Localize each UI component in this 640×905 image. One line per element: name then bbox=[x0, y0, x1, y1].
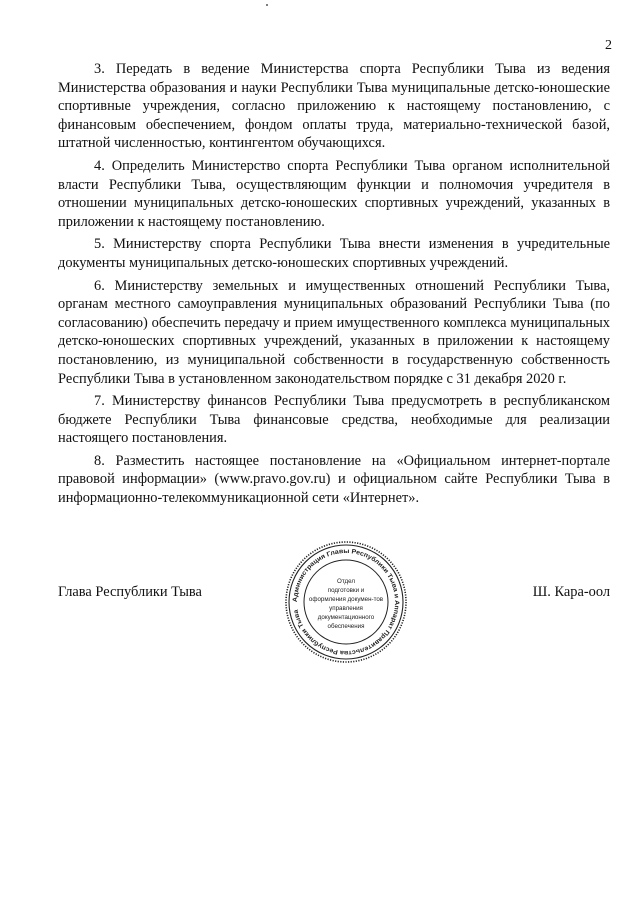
document-body bbox=[58, 60, 610, 508]
seal-line-5: документационного bbox=[317, 614, 375, 621]
paragraph-7: 7. Министерству финансов Республики Тыва предусмотреть в республиканском бюджете Республики Тыва финансовые средства, необходимые для реализации настоящего постановления. bbox=[58, 393, 610, 447]
paragraph-3: 3. Передать в ведение Министерства спорта Республики Тыва из ведения Министерства образования и науки Республики Тыва муниципальные детско-юношеские спортивные учреждения, согласно приложению к настоящему постановлению, с финансовым обеспечением, фондом оплаты труда, материально-технической базой, штатной численностью, контингентом обучающихся. bbox=[58, 61, 610, 152]
official-seal-stamp bbox=[284, 540, 408, 664]
signatory-position: Глава Республики Тыва bbox=[58, 584, 202, 600]
seal-line-6: обеспечения bbox=[327, 623, 365, 630]
seal-line-3: оформления докумен-тов bbox=[308, 596, 384, 603]
page-number: 2 bbox=[605, 38, 612, 53]
seal-line-4: управления bbox=[329, 605, 363, 612]
scan-speck bbox=[266, 4, 268, 6]
paragraph-4: 4. Определить Министерство спорта Республики Тыва органом исполнительной власти Республики Тыва, осуществляющим функции и полномочия учредителя в отношении муниципальных детско-юношеских спортивных учреждений, указанных в приложении к настоящему постановлению. bbox=[58, 157, 610, 230]
seal-ring-text: Администрация Главы Республики Тыва и Аппарат Правительства Республики Тыва bbox=[291, 547, 401, 657]
seal-line-1: Отдел bbox=[337, 578, 355, 585]
paragraph-5: 5. Министерству спорта Республики Тыва внести изменения в учредительные документы муниципальных детско-юношеских спортивных учреждений. bbox=[58, 236, 610, 271]
signatory-name: Ш. Кара-оол bbox=[532, 584, 610, 600]
paragraph-8: 8. Разместить настоящее постановление на «Официальном интернет-портале правовой информации» (www.pravo.gov.ru) и официальном сайте Республики Тыва в информационно-телекоммуникационной сети «Интернет». bbox=[58, 452, 610, 507]
seal-center-text bbox=[309, 578, 384, 630]
seal-line-2: подготовки и bbox=[327, 587, 365, 594]
paragraph-6: 6. Министерству земельных и имущественных отношений Республики Тыва, органам местного самоуправления муниципальных образований Республики Тыва (по согласованию) обеспечить передачу и прием имущественного комплекса муниципальных детско-юношеских спортивных учреждений, указанных в приложении к настоящему постановлению, из муниципальной собственности в государственную собственность Республики Тыва в установленном законодательством порядке с 31 декабря 2020 г. bbox=[58, 277, 610, 387]
